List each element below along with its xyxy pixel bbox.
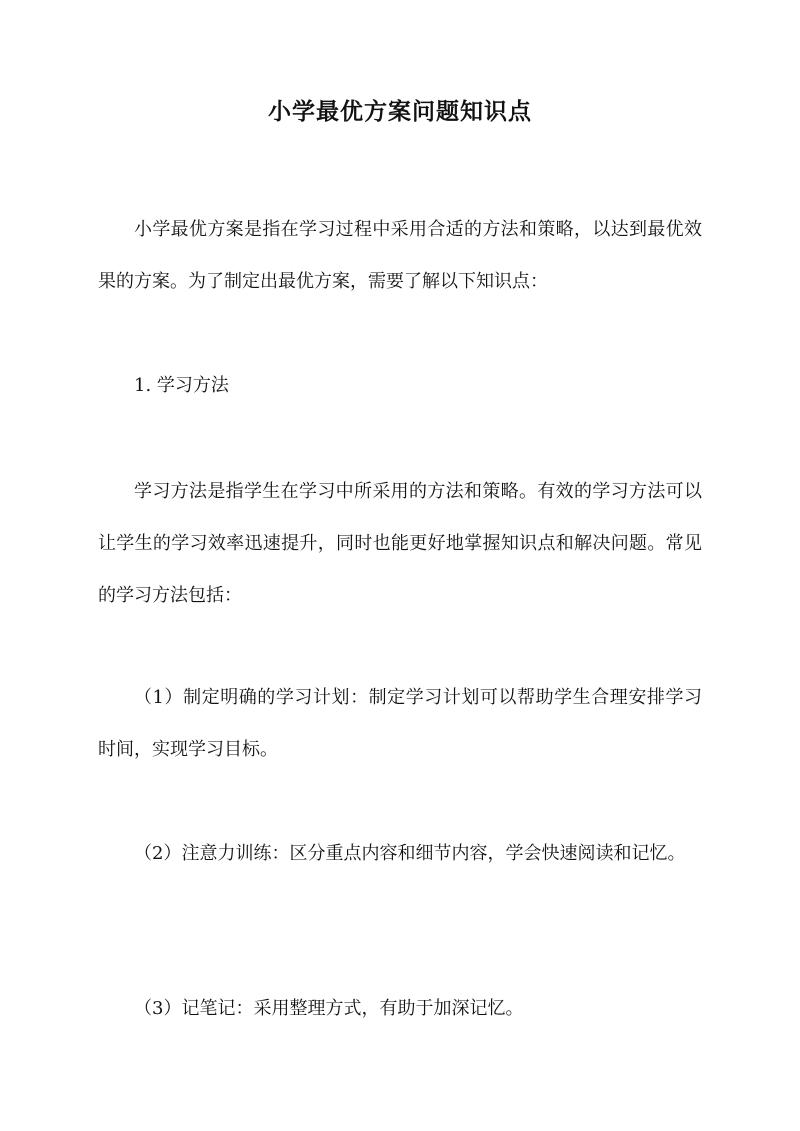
list-item: （2）注意力训练：区分重点内容和细节内容，学会快速阅读和记忆。 (134, 843, 686, 864)
document-title: 小学最优方案问题知识点 (268, 98, 532, 125)
intro-paragraph: 小学最优方案是指在学习过程中采用合适的方法和策略，以达到最优效果的方案。为了制定出最优方案，需要了解以下知识点： (98, 219, 702, 292)
list-item: （1）制定明确的学习计划：制定学习计划可以帮助学生合理安排学习时间，实现学习目标。 (98, 687, 702, 760)
section-paragraph: 学习方法是指学生在学习中所采用的方法和策略。有效的学习方法可以让学生的学习效率迅速提升，同时也能更好地掌握知识点和解决问题。常见的学习方法包括： (98, 481, 702, 606)
list-item: （3）记笔记：采用整理方式，有助于加深记忆。 (134, 998, 524, 1019)
section-heading: 1. 学习方法 (134, 375, 229, 396)
